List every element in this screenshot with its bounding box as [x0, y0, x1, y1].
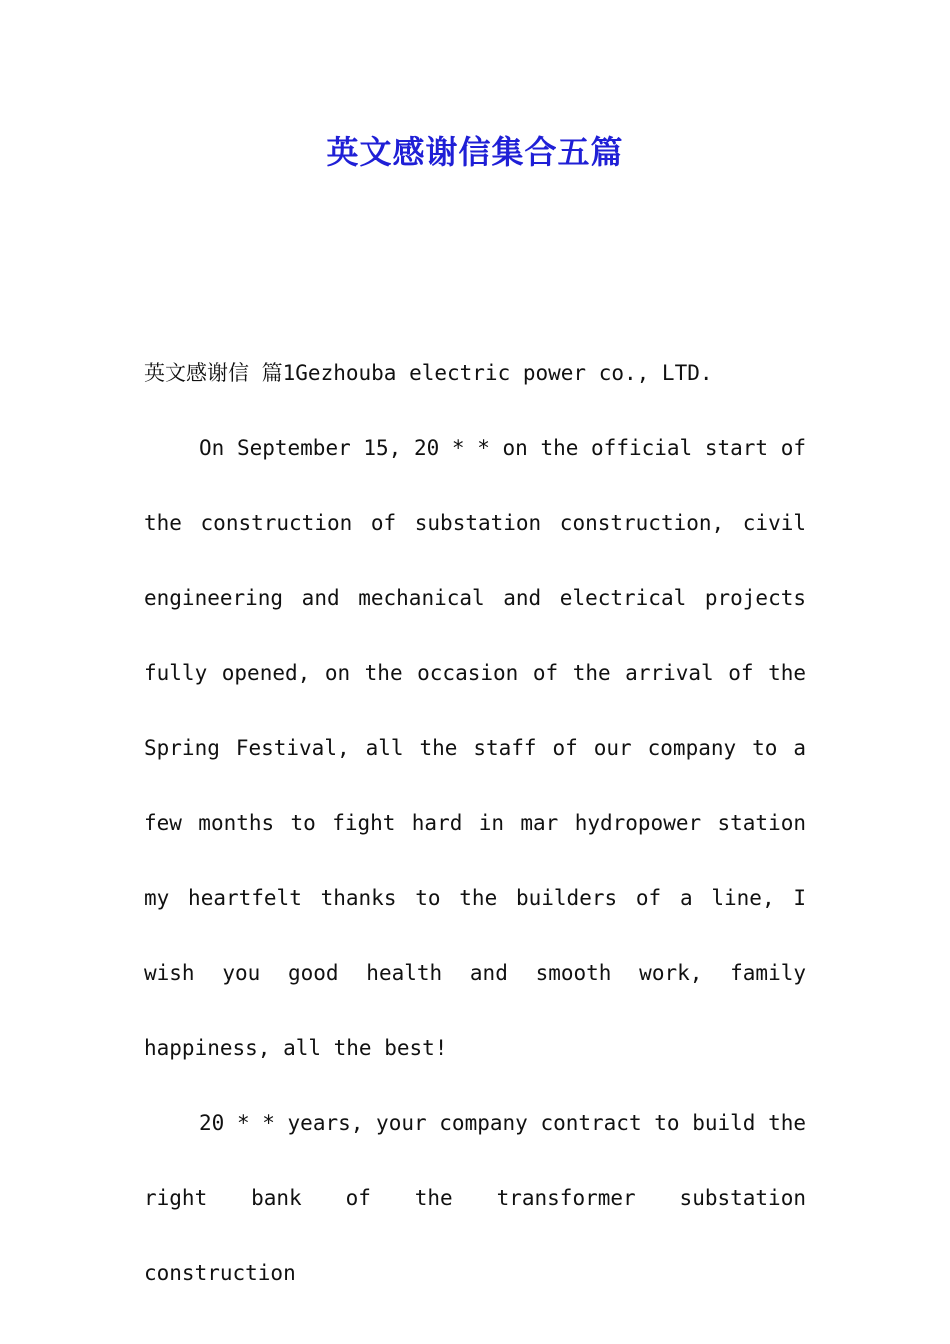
document-body — [144, 336, 806, 1311]
paragraph-2: 20 * * years, your company contract to build the right bank of the transformer substation construction — [144, 1111, 806, 1285]
section-heading: 英文感谢信 篇1Gezhouba electric power co., LTD. — [144, 361, 713, 385]
paragraph-1: On September 15, 20 * * on the official start of the construction of substation construction, civil engineering and mechanical and electrical projects fully opened, on the occasion of the arrival of the Spring Festival, all the staff of our company to a few months to fight hard in mar hydropower station my heartfelt thanks to the builders of a line, I wish you good health and smooth work, family happiness, all the best! — [144, 436, 806, 1060]
document-title: 英文感谢信集合五篇 — [326, 133, 624, 171]
